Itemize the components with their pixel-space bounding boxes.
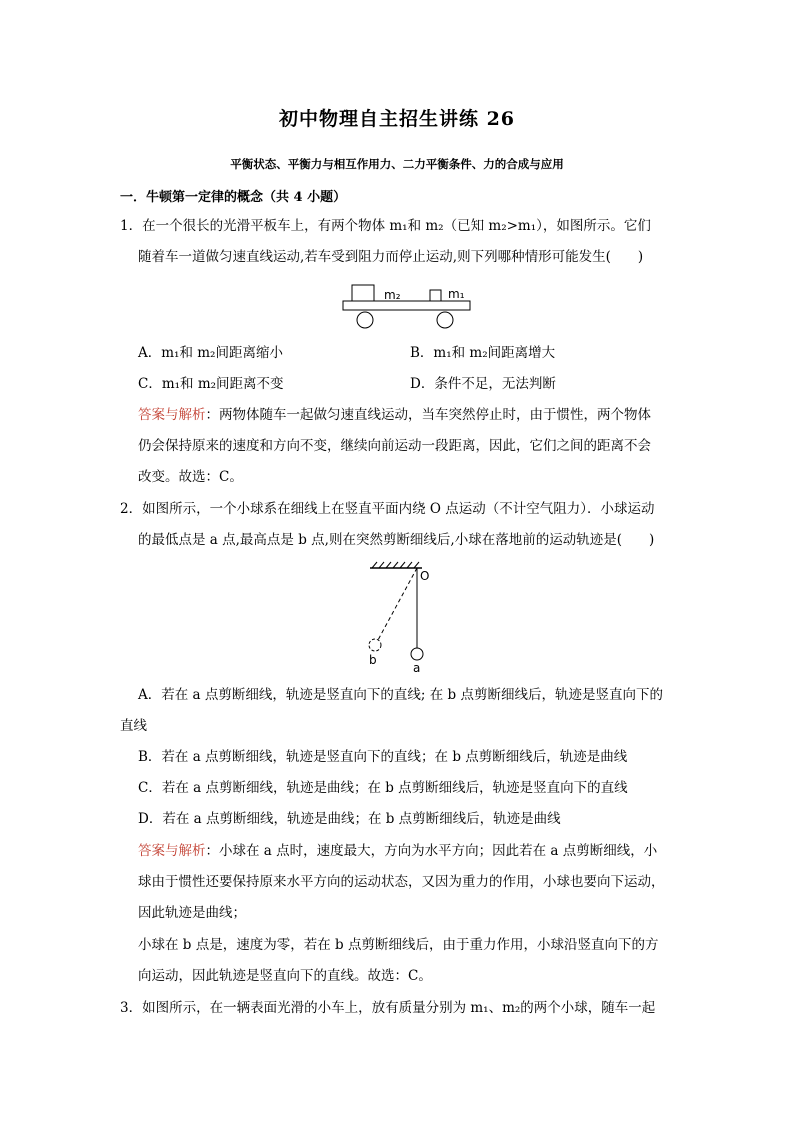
- q2-option-b: B．若在 a 点剪断细线，轨迹是竖直向下的直线；在 b 点剪断细线后，轨迹是曲线: [138, 749, 628, 765]
- section-heading: 一．牛顿第一定律的概念（共 4 小题）: [120, 190, 347, 205]
- q2-answer-label: 答案与解析: [138, 843, 206, 859]
- ceiling-hatch: [372, 562, 419, 568]
- q2-answer-line-5: 向运动，因此轨迹是竖直向下的直线。故选：C。: [138, 968, 432, 984]
- q1-cart-figure: [338, 280, 478, 330]
- q2-line-1: 2．如图所示，一个小球系在细线上在竖直平面内绕 O 点运动（不计空气阻力）．小球运动: [120, 501, 655, 517]
- label-m1: m₁: [448, 287, 465, 301]
- q2-option-a-line-1: A．若在 a 点剪断细线，轨迹是竖直向下的直线; 在 b 点剪断细线后，轨迹是竖直向下的: [138, 687, 663, 703]
- q1-option-a: A．m₁和 m₂间距离缩小: [138, 345, 283, 361]
- q2-answer-text-1: ：小球在 a 点时，速度最大，方向为水平方向；因此若在 a 点剪断细线，小: [205, 843, 658, 859]
- label-m2: m₂: [384, 288, 401, 302]
- q1-line-1: 1．在一个很长的光滑平板车上，有两个物体 m₁和 m₂（已知 m₂>m₁），如图所示。它们: [120, 218, 651, 234]
- ball-b: [369, 639, 381, 651]
- label-o: O: [420, 569, 430, 583]
- q2-answer-line-1: [138, 841, 657, 861]
- q1-option-d: D．条件不足，无法判断: [410, 376, 556, 392]
- q1-option-b: B．m₁和 m₂间距离增大: [410, 345, 556, 361]
- page-title: 初中物理自主招生讲练 26: [278, 108, 516, 130]
- q2-option-c: C．若在 a 点剪断细线，轨迹是曲线；在 b 点剪断细线后，轨迹是竖直向下的直线: [138, 780, 628, 796]
- q1-answer-label: 答案与解析: [138, 407, 206, 423]
- label-b: b: [369, 653, 377, 667]
- label-a: a: [413, 661, 421, 675]
- q1-answer-line-3: 改变。故选：C。: [138, 469, 243, 485]
- q2-pendulum-figure: [360, 560, 450, 675]
- string-dashed: [378, 568, 417, 640]
- q1-answer-line-2: 仍会保持原来的速度和方向不变，继续向前运动一段距离，因此，它们之间的距离不会: [138, 438, 651, 454]
- ball-a: [411, 648, 423, 660]
- q1-line-2: 随着车一道做匀速直线运动,若车受到阻力而停止运动,则下列哪种情形可能发生( ): [138, 249, 644, 265]
- q1-answer-line-1: [138, 405, 651, 425]
- q2-answer-line-4: 小球在 b 点是，速度为零，若在 b 点剪断细线后，由于重力作用，小球沿竖直向下的方: [138, 937, 659, 953]
- wheel-left: [357, 312, 373, 328]
- block-m1: [430, 290, 441, 301]
- q2-line-2: 的最低点是 a 点,最高点是 b 点,则在突然剪断细线后,小球在落地前的运动轨迹是( ): [138, 532, 655, 548]
- q2-option-a-line-2: 直线: [120, 718, 147, 734]
- cart-board: [343, 301, 470, 310]
- block-m2: [352, 285, 374, 301]
- wheel-right: [437, 312, 453, 328]
- q1-answer-text-1: ：两物体随车一起做匀速直线运动，当车突然停止时，由于惯性，两个物体: [205, 407, 651, 423]
- q1-option-c: C．m₁和 m₂间距离不变: [138, 376, 284, 392]
- q3-line-1: 3．如图所示，在一辆表面光滑的小车上，放有质量分别为 m₁、m₂的两个小球，随车一起: [120, 1000, 656, 1016]
- q2-answer-line-3: 因此轨迹是曲线；: [138, 905, 246, 921]
- q2-answer-line-2: 球由于惯性还要保持原来水平方向的运动状态，又因为重力的作用，小球也要向下运动，: [138, 874, 665, 890]
- page-subtitle: 平衡状态、平衡力与相互作用力、二力平衡条件、力的合成与应用: [230, 157, 564, 171]
- q2-option-d: D．若在 a 点剪断细线，轨迹是曲线；在 b 点剪断细线后，轨迹是曲线: [138, 811, 561, 827]
